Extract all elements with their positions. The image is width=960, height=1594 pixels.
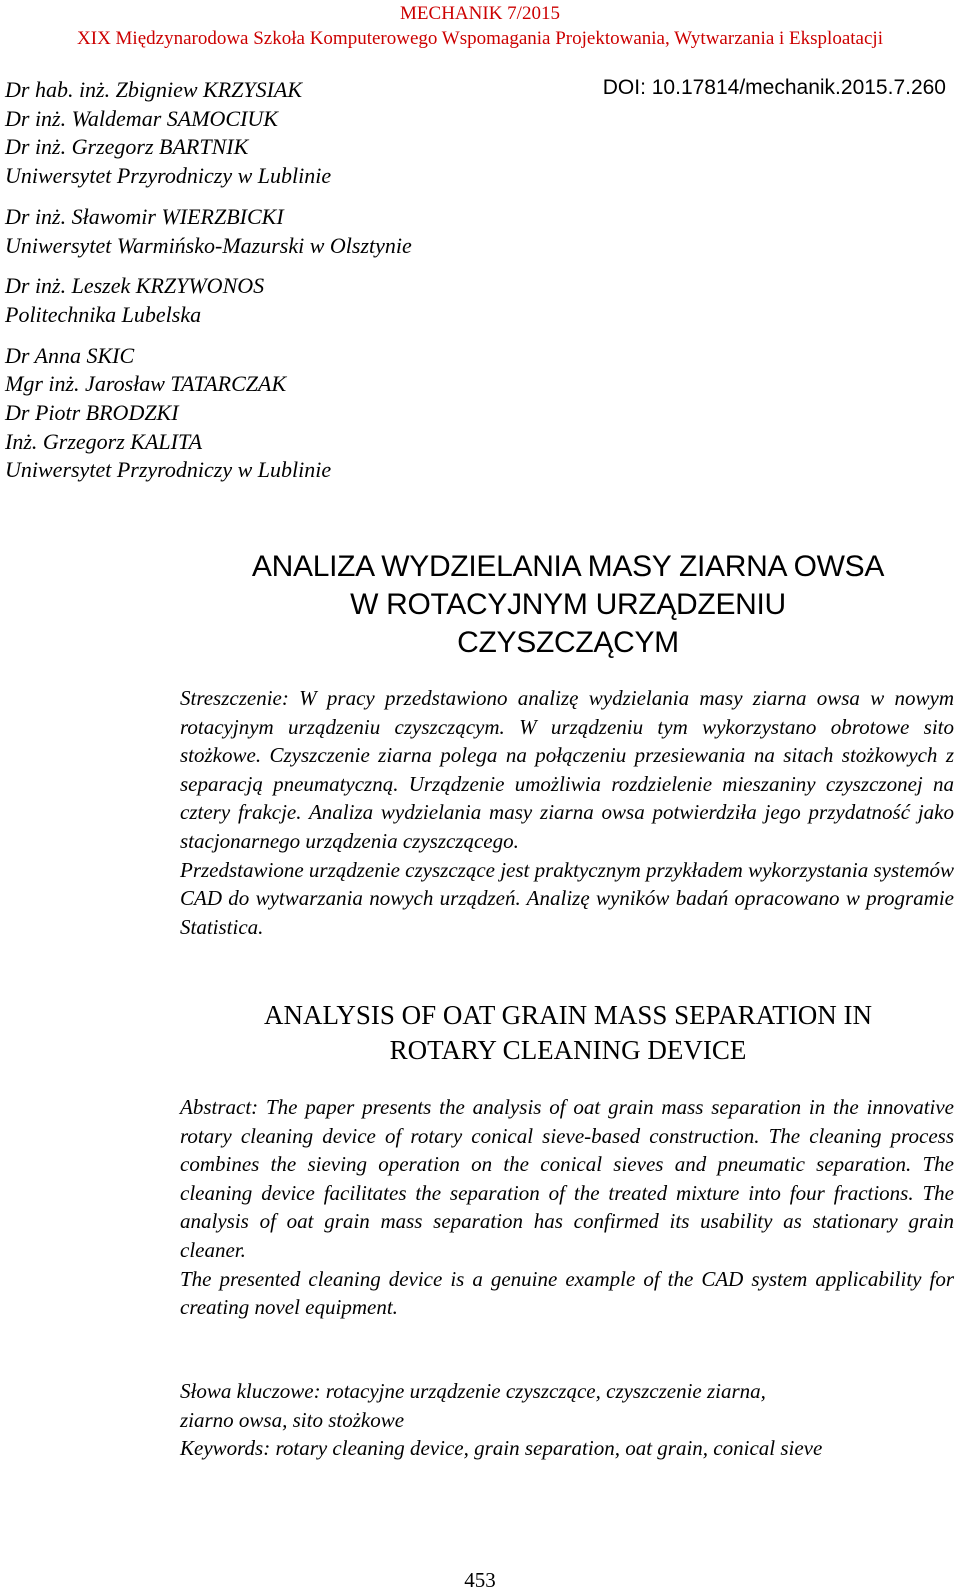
author-group-1 — [5, 76, 412, 191]
page-number: 453 — [464, 1568, 496, 1592]
abstract-paragraph: Przedstawione urządzenie czyszczące jest praktycznym przykładem wykorzystania systemów CAD do wytwarzania nowych urządzeń. Analizę wyników badań opracowano w programie Statistica. — [180, 857, 954, 939]
abstract-paragraph: Abstract: The paper presents the analysis of oat grain mass separation in the innovative rotary cleaning device of rotary conical sieve-based construction. The cleaning process combines the sieving operation on the conical sieves and pneumatic separation. The cleaning device facilitates the separation of the treated mixture into four fractions. The analysis of oat grain mass separation has confirmed its usability as stationary grain cleaner. — [180, 1095, 954, 1262]
abstract-paragraph: The presented cleaning device is a genuine example of the CAD system applicability for creating novel equipment. — [180, 1266, 954, 1320]
keywords-section — [180, 1377, 954, 1463]
keywords-polish-line: ziarno owsa, sito stożkowe — [180, 1407, 405, 1432]
title-line: W ROTACYJNYM URZĄDZENIU — [350, 588, 786, 621]
title-line: ANALIZA WYDZIELANIA MASY ZIARNA OWSA — [251, 550, 885, 583]
author-group-4 — [5, 342, 412, 486]
author-group-3 — [5, 272, 412, 329]
author-affiliation: Uniwersytet Warmińsko-Mazurski w Olsztynie — [5, 232, 412, 258]
author-name: Dr inż. Sławomir WIERZBICKI — [5, 203, 284, 229]
author-group-2 — [5, 203, 412, 260]
author-name: Inż. Grzegorz KALITA — [5, 428, 203, 454]
title-line: ANALYSIS OF OAT GRAIN MASS SEPARATION IN — [264, 1000, 872, 1030]
author-name: Mgr inż. Jarosław TATARCZAK — [5, 371, 287, 397]
title-line: ROTARY CLEANING DEVICE — [389, 1035, 747, 1065]
title-english — [178, 998, 958, 1068]
author-name: Dr inż. Grzegorz BARTNIK — [5, 134, 249, 160]
conference-header: XIX Międzynarodowa Szkoła Komputerowego Wspomagania Projektowania, Wytwarzania i Eksploatacji — [77, 28, 883, 49]
abstract-polish — [180, 684, 954, 941]
author-name: Dr inż. Leszek KRZYWONOS — [5, 273, 265, 299]
author-affiliation: Uniwersytet Przyrodniczy w Lublinie — [5, 457, 332, 483]
title-line: CZYSZCZĄCYM — [457, 626, 679, 659]
keywords-polish-line: Słowa kluczowe: rotacyjne urządzenie czyszczące, czyszczenie ziarna, — [180, 1379, 766, 1403]
journal-header: MECHANIK 7/2015 — [400, 3, 560, 24]
author-name: Dr hab. inż. Zbigniew KRZYSIAK — [5, 77, 303, 102]
author-name: Dr inż. Waldemar SAMOCIUK — [5, 105, 278, 131]
author-name: Dr Anna SKIC — [5, 342, 135, 368]
doi-label: DOI: 10.17814/mechanik.2015.7.260 — [602, 76, 946, 99]
author-affiliation: Uniwersytet Przyrodniczy w Lublinie — [5, 163, 332, 189]
title-polish — [178, 548, 958, 662]
author-affiliation: Politechnika Lubelska — [5, 301, 202, 327]
abstract-paragraph: Streszczenie: W pracy przedstawiono analizę wydzielania masy ziarna owsa w nowym rotacyjnym urządzeniu czyszczącym. W urządzeniu tym wykorzystano obrotowe sito stożkowe. Czyszczenie ziarna polega na połączeniu przesiewania na sitach stożkowych z separacją pneumatyczną. Urządzenie umożliwia rozdzielenie mieszaniny czyszczonej na cztery frakcje. Analiza wydzielania masy ziarna owsa potwierdziła jego przydatność jako stacjonarnego urządzenia czyszczącego. — [180, 686, 954, 853]
keywords-english: Keywords: rotary cleaning device, grain separation, oat grain, conical sieve — [180, 1436, 823, 1461]
author-list — [5, 76, 412, 497]
abstract-english — [180, 1093, 954, 1322]
author-name: Dr Piotr BRODZKI — [5, 400, 179, 426]
